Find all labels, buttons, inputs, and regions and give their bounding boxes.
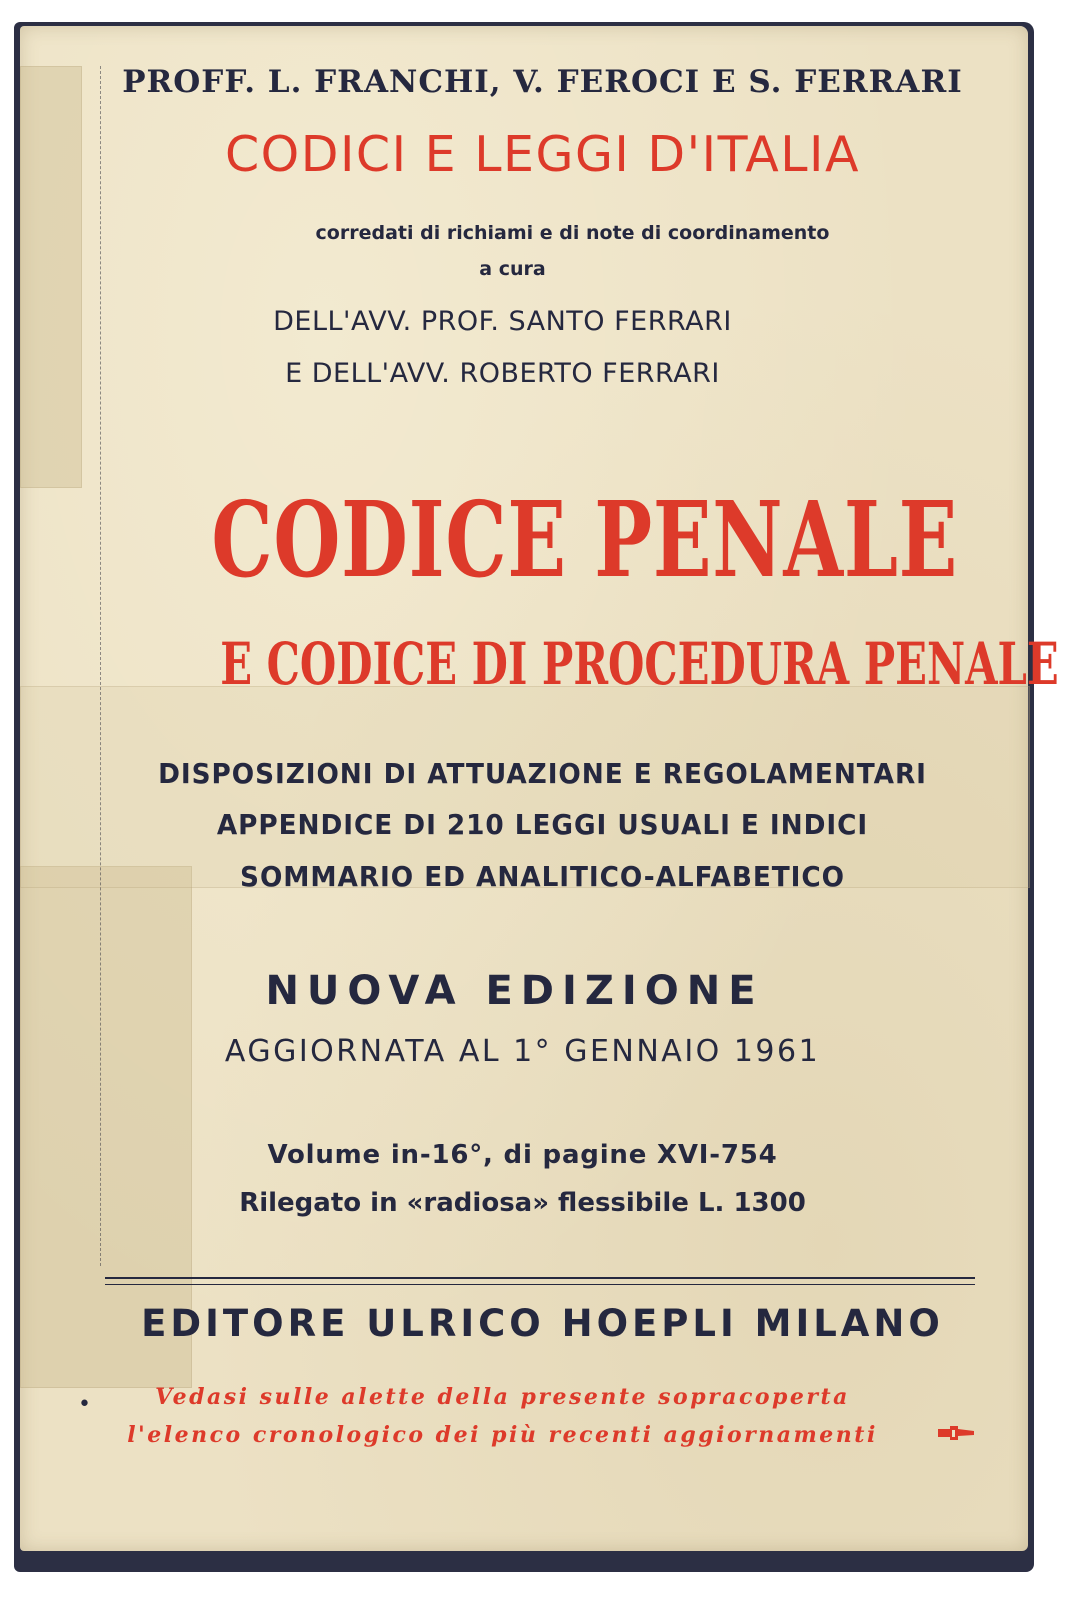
- binding-price: Rilegato in «radiosa» flessibile L. 1300: [239, 1188, 806, 1218]
- note-line-2: l'elenco cronologico dei più recenti aggiornamenti: [127, 1422, 878, 1448]
- book-subtitle: E CODICE DI PROCEDURA PENALE: [220, 630, 1059, 698]
- divider-rule-thin: [105, 1284, 975, 1285]
- pointing-hand-icon: [936, 1423, 976, 1445]
- volume-info: Volume in-16°, di pagine XVI-754: [267, 1140, 778, 1170]
- divider-rule: [105, 1277, 975, 1279]
- cover-fold-line: [100, 66, 101, 1266]
- edition-label: NUOVA EDIZIONE: [265, 968, 764, 1014]
- note-bullet-icon: •: [78, 1392, 91, 1417]
- updated-date: AGGIORNATA AL 1° GENNAIO 1961: [224, 1034, 821, 1069]
- description-line-3: SOMMARIO ED ANALITICO-ALFABETICO: [240, 860, 845, 893]
- editor-line-2: E DELL'AVV. ROBERTO FERRARI: [285, 358, 720, 389]
- book-title: CODICE PENALE: [211, 478, 959, 601]
- series-title: CODICI E LEGGI D'ITALIA: [224, 126, 861, 183]
- note-line-1: Vedasi sulle alette della presente sopracoperta: [155, 1384, 850, 1410]
- subtitle-line-2: a cura: [479, 258, 546, 280]
- description-line-1: DISPOSIZIONI DI ATTUAZIONE E REGOLAMENTARI: [158, 757, 927, 790]
- publisher: EDITORE ULRICO HOEPLI MILANO: [141, 1302, 944, 1345]
- editor-line-1: DELL'AVV. PROF. SANTO FERRARI: [273, 306, 732, 337]
- description-line-2: APPENDICE DI 210 LEGGI USUALI E INDICI: [216, 808, 869, 841]
- authors: PROFF. L. FRANCHI, V. FEROCI E S. FERRARI: [122, 64, 963, 100]
- subtitle-line-1: corredati di richiami e di note di coordinamento: [315, 222, 830, 244]
